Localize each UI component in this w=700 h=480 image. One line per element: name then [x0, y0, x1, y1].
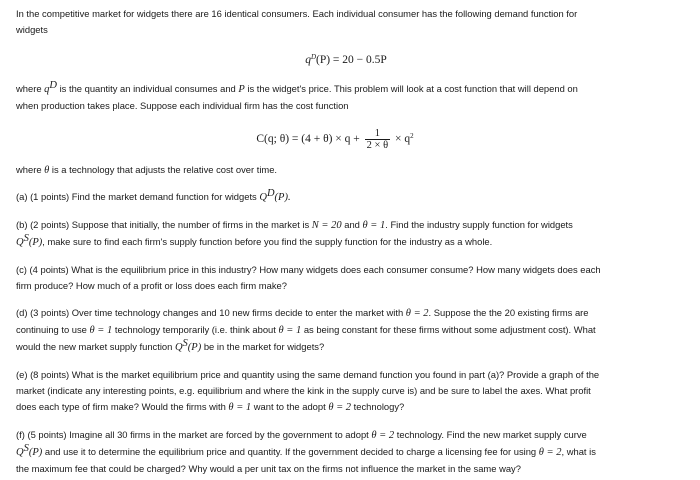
part-d-Q-sup: S — [182, 338, 188, 349]
part-a-text: (a) (1 points) Find the market demand function for widgets — [16, 191, 260, 202]
intro-line-1: In the competitive market for widgets there are 16 identical consumers. Each individual consumer has the following demand function for — [16, 8, 578, 19]
part-f-Q-sup: S — [23, 443, 29, 454]
part-a-Q: Q — [259, 192, 267, 203]
cost-eq-tail-sup: 2 — [410, 132, 414, 140]
part-f-theta-2: θ = 2 — [538, 447, 562, 458]
where1-q-sup: D — [49, 80, 57, 91]
problem-text — [16, 4, 684, 477]
part-b-text-2: and — [341, 219, 363, 230]
part-f-line-3: the maximum fee that could be charged? Why would a per unit tax on the firms not influence the market in the same way? — [16, 463, 521, 474]
where2-text-2: is a technology that adjusts the relative cost over time. — [49, 164, 278, 175]
part-d-text-1: (d) (3 points) Over time technology changes and 10 new firms decide to enter the market with — [16, 307, 406, 318]
part-e-text-2: want to the adopt — [251, 401, 329, 412]
part-e — [16, 367, 684, 416]
where1-q: q — [44, 84, 50, 95]
part-d-Q: Q — [174, 342, 183, 353]
part-e-theta-2: θ = 2 — [328, 402, 352, 413]
cost-eq-fraction — [365, 128, 390, 151]
part-c-line-2: firm produce? How much of a profit or loss does each firm make? — [16, 280, 287, 291]
demand-eq-lhs: q — [305, 54, 311, 66]
part-b-text-4: , make sure to find each firm's supply function before you find the supply function for the industry as a whole. — [42, 236, 493, 247]
part-a-P: (P). — [274, 192, 291, 203]
part-d-theta-2: θ = 1 — [89, 325, 113, 336]
part-d-P: (P) — [187, 342, 202, 353]
part-f-text-1: (f) (5 points) Imagine all 30 firms in the market are forced by the government to adopt — [16, 429, 372, 440]
where-paragraph-1 — [16, 81, 684, 114]
cost-eq-lhs: C(q; θ) = (4 + θ) × q + — [256, 133, 363, 145]
where1-text-1: where — [16, 83, 45, 94]
demand-equation — [16, 50, 684, 70]
where-paragraph-2 — [16, 162, 684, 179]
where1-text-2: is the quantity an individual consumes and — [56, 83, 239, 94]
intro-line-2: widgets — [16, 24, 48, 35]
part-d-text-7: be in the market for widgets? — [201, 341, 325, 352]
part-b-text-1: (b) (2 points) Suppose that initially, the number of firms in the market is — [16, 219, 312, 230]
cost-equation — [16, 124, 684, 154]
part-d-text-2: . Suppose the the 20 existing firms are — [428, 307, 589, 318]
part-e-line-2: market (indicate any interesting points, e.g. equilibrium and where the kink in the supply curve is) and be sure to label the axes. What profit — [16, 385, 591, 396]
part-b-Q-sup: S — [23, 233, 29, 244]
part-d — [16, 305, 684, 356]
part-c — [16, 262, 684, 294]
where2-theta: θ — [44, 165, 50, 176]
part-c-line-1: (c) (4 points) What is the equilibrium price in this industry? How many widgets does each consumer consume? How many widgets does each — [16, 264, 601, 275]
part-d-theta-1: θ = 2 — [405, 308, 429, 319]
part-f-theta-1: θ = 2 — [371, 430, 395, 441]
part-f-Q: Q — [16, 447, 24, 458]
cost-eq-numerator: 1 — [374, 127, 380, 139]
part-d-text-5: as being constant for these firms without some adjustment cost). What — [301, 324, 596, 335]
cost-eq-denominator: 2 × θ — [366, 139, 389, 151]
part-a-Q-sup: D — [266, 188, 275, 199]
part-e-text-3: technology? — [351, 401, 405, 412]
part-d-text-6: would the new market supply function — [16, 341, 175, 352]
part-f-P: (P) — [28, 447, 43, 458]
part-b-P: (P) — [28, 237, 43, 248]
demand-eq-sup: D — [310, 53, 316, 61]
part-d-text-4: technology temporarily (i.e. think about — [112, 324, 279, 335]
part-d-theta-3: θ = 1 — [278, 325, 302, 336]
part-b-N: N = 20 — [311, 220, 342, 231]
part-e-line-1: (e) (8 points) What is the market equilibrium price and quantity using the same demand function you found in part (a)? Provide a graph of the — [16, 369, 600, 380]
where2-text-1: where — [16, 164, 45, 175]
part-b-theta: θ = 1 — [362, 220, 386, 231]
part-b-Q: Q — [16, 237, 24, 248]
where1-text-3: is the widget's price. This problem will look at a cost function that will depend on — [244, 83, 578, 94]
part-e-text-1: does each type of firm make? Would the firms with — [16, 401, 229, 412]
intro-paragraph — [16, 6, 684, 38]
part-b-text-3: . Find the industry supply function for widgets — [385, 219, 573, 230]
part-f-text-3: and use it to determine the equilibrium price and quantity. If the government decided to charge a licensing fee for using — [42, 446, 539, 457]
part-f-text-2: technology. Find the new market supply curve — [394, 429, 587, 440]
part-d-text-3: continuing to use — [16, 324, 90, 335]
part-f — [16, 427, 684, 477]
where1-line-2: when production takes place. Suppose each individual firm has the cost function — [16, 100, 349, 111]
part-a — [16, 189, 684, 206]
demand-eq-rhs: (P) = 20 − 0.5P — [316, 54, 387, 66]
part-e-theta-1: θ = 1 — [228, 402, 252, 413]
part-b — [16, 217, 684, 251]
cost-eq-tail: × q — [392, 133, 411, 145]
part-f-text-4: , what is — [561, 446, 596, 457]
where1-p: P — [238, 84, 245, 95]
